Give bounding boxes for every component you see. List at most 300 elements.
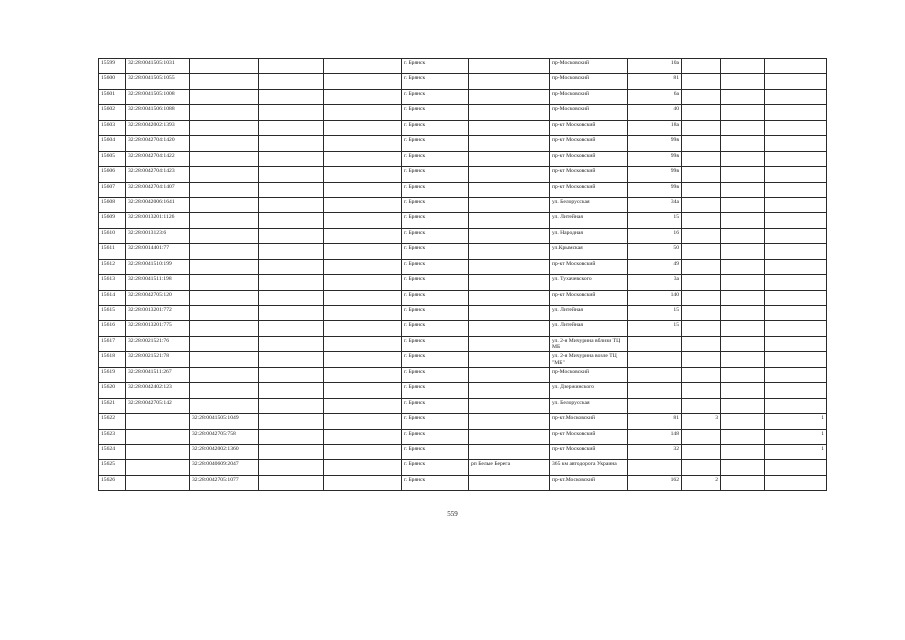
house-number: 162 (628, 475, 682, 490)
cadastral-number-2 (190, 367, 259, 382)
house-number: 6а (628, 89, 682, 104)
house-number: 99в (628, 167, 682, 182)
cadastral-number-2: 32:28:0041505:1049 (190, 414, 259, 429)
cadastral-number-2 (190, 105, 259, 120)
house-number: 81 (628, 414, 682, 429)
house-number: 81 (628, 74, 682, 89)
count-cell (682, 89, 721, 104)
count-cell: 2 (682, 475, 721, 490)
street-name: пр-Московский (550, 59, 628, 74)
row-number: 15607 (99, 182, 126, 197)
house-number: 140 (628, 290, 682, 305)
cadastral-number-2 (190, 167, 259, 182)
row-number: 15616 (99, 321, 126, 336)
empty-cell (721, 352, 765, 367)
empty-cell (259, 259, 324, 274)
registry-table (98, 58, 827, 491)
district-name (469, 120, 550, 135)
table-row (99, 151, 827, 166)
district-name (469, 275, 550, 290)
row-number: 15625 (99, 460, 126, 475)
cadastral-number-2: 32:28:0042002:1360 (190, 444, 259, 459)
city-name: г. Брянск (402, 414, 469, 429)
flag-cell: 1 (765, 444, 827, 459)
flag-cell (765, 74, 827, 89)
empty-cell (721, 414, 765, 429)
city-name: г. Брянск (402, 275, 469, 290)
street-name: пр-Московский (550, 105, 628, 120)
district-name: рп Белые Берега (469, 460, 550, 475)
empty-cell (259, 444, 324, 459)
table-row (99, 336, 827, 351)
cadastral-number-2 (190, 336, 259, 351)
city-name: г. Брянск (402, 105, 469, 120)
city-name: г. Брянск (402, 59, 469, 74)
house-number: 15 (628, 306, 682, 321)
district-name (469, 336, 550, 351)
table-row (99, 59, 827, 74)
empty-cell (721, 367, 765, 382)
empty-cell (721, 167, 765, 182)
count-cell (682, 367, 721, 382)
district-name (469, 136, 550, 151)
cadastral-number-1: 32:28:0014401:77 (126, 244, 190, 259)
count-cell (682, 59, 721, 74)
district-name (469, 444, 550, 459)
empty-cell (324, 228, 402, 243)
count-cell (682, 136, 721, 151)
empty-cell (259, 89, 324, 104)
row-number: 15621 (99, 398, 126, 413)
empty-cell (259, 74, 324, 89)
empty-cell (721, 321, 765, 336)
count-cell (682, 151, 721, 166)
street-name: пр-Московский (550, 74, 628, 89)
cadastral-number-2 (190, 383, 259, 398)
city-name: г. Брянск (402, 429, 469, 444)
empty-cell (721, 383, 765, 398)
district-name (469, 151, 550, 166)
district-name (469, 213, 550, 228)
street-name: пр-кт Московский (550, 120, 628, 135)
flag-cell (765, 197, 827, 212)
flag-cell (765, 321, 827, 336)
cadastral-number-2 (190, 120, 259, 135)
empty-cell (259, 151, 324, 166)
registry-rows (99, 59, 827, 491)
flag-cell (765, 244, 827, 259)
row-number: 15620 (99, 383, 126, 398)
cadastral-number-1: 32:28:0042704:1420 (126, 136, 190, 151)
cadastral-number-2: 32:28:0040609:2047 (190, 460, 259, 475)
cadastral-number-1: 32:28:0041510:199 (126, 259, 190, 274)
street-name: ул.Крымская (550, 244, 628, 259)
row-number: 15623 (99, 429, 126, 444)
empty-cell (324, 352, 402, 367)
cadastral-number-2 (190, 89, 259, 104)
district-name (469, 321, 550, 336)
cadastral-number-1: 32:28:0042705:120 (126, 290, 190, 305)
district-name (469, 59, 550, 74)
count-cell (682, 182, 721, 197)
city-name: г. Брянск (402, 244, 469, 259)
street-name: пр-Московский (550, 367, 628, 382)
street-name: ул. Дзержинского (550, 383, 628, 398)
district-name (469, 74, 550, 89)
table-row (99, 475, 827, 490)
empty-cell (259, 228, 324, 243)
empty-cell (259, 352, 324, 367)
empty-cell (324, 213, 402, 228)
cadastral-number-1: 32:28:0042704:1407 (126, 182, 190, 197)
cadastral-number-1: 32:28:0042705:142 (126, 398, 190, 413)
cadastral-number-2 (190, 136, 259, 151)
count-cell (682, 306, 721, 321)
street-name: пр-кт Московский (550, 151, 628, 166)
flag-cell: 1 (765, 414, 827, 429)
district-name (469, 197, 550, 212)
table-row (99, 414, 827, 429)
city-name: г. Брянск (402, 151, 469, 166)
empty-cell (721, 120, 765, 135)
street-name: ул. Народная (550, 228, 628, 243)
row-number: 15604 (99, 136, 126, 151)
row-number: 15612 (99, 259, 126, 274)
table-row (99, 383, 827, 398)
empty-cell (721, 59, 765, 74)
empty-cell (259, 197, 324, 212)
empty-cell (721, 290, 765, 305)
empty-cell (324, 429, 402, 444)
count-cell (682, 460, 721, 475)
house-number (628, 352, 682, 367)
district-name (469, 429, 550, 444)
district-name (469, 398, 550, 413)
empty-cell (721, 136, 765, 151)
district-name (469, 182, 550, 197)
house-number: 99в (628, 136, 682, 151)
cadastral-number-1: 32:28:0042002:1393 (126, 120, 190, 135)
street-name: пр-кт Московский (550, 136, 628, 151)
city-name: г. Брянск (402, 306, 469, 321)
cadastral-number-1 (126, 429, 190, 444)
street-name: ул. Белорусская (550, 197, 628, 212)
empty-cell (324, 182, 402, 197)
cadastral-number-1: 32:28:0042704:1423 (126, 167, 190, 182)
table-row (99, 290, 827, 305)
street-name: ул. 2-я Мичурина вблизи ТЦ МБ (550, 336, 628, 351)
row-number: 15615 (99, 306, 126, 321)
empty-cell (324, 136, 402, 151)
row-number: 15605 (99, 151, 126, 166)
flag-cell (765, 398, 827, 413)
flag-cell (765, 228, 827, 243)
row-number: 15614 (99, 290, 126, 305)
empty-cell (324, 244, 402, 259)
flag-cell (765, 120, 827, 135)
cadastral-number-1: 32:28:0042006:1641 (126, 197, 190, 212)
empty-cell (259, 136, 324, 151)
row-number: 15603 (99, 120, 126, 135)
street-name: ул. Литейная (550, 213, 628, 228)
cadastral-number-1: 32:28:0021521:78 (126, 352, 190, 367)
district-name (469, 167, 550, 182)
street-name: пр-кт.Московский (550, 414, 628, 429)
empty-cell (721, 213, 765, 228)
cadastral-number-1: 32:28:0041505:1008 (126, 89, 190, 104)
cadastral-number-2: 32:28:0042705:1077 (190, 475, 259, 490)
empty-cell (259, 213, 324, 228)
flag-cell (765, 182, 827, 197)
street-name: пр-кт Московский (550, 259, 628, 274)
district-name (469, 259, 550, 274)
flag-cell (765, 59, 827, 74)
empty-cell (259, 460, 324, 475)
street-name: пр-Московский (550, 89, 628, 104)
city-name: г. Брянск (402, 383, 469, 398)
flag-cell (765, 383, 827, 398)
district-name (469, 105, 550, 120)
empty-cell (721, 151, 765, 166)
empty-cell (259, 475, 324, 490)
flag-cell (765, 306, 827, 321)
district-name (469, 414, 550, 429)
flag-cell (765, 136, 827, 151)
table-row (99, 275, 827, 290)
house-number: 49 (628, 259, 682, 274)
row-number: 15624 (99, 444, 126, 459)
house-number: 16 (628, 228, 682, 243)
empty-cell (324, 460, 402, 475)
count-cell (682, 290, 721, 305)
empty-cell (259, 306, 324, 321)
empty-cell (721, 228, 765, 243)
house-number: 10а (628, 59, 682, 74)
count-cell (682, 429, 721, 444)
table-row (99, 367, 827, 382)
empty-cell (324, 74, 402, 89)
city-name: г. Брянск (402, 352, 469, 367)
empty-cell (324, 367, 402, 382)
flag-cell (765, 105, 827, 120)
count-cell (682, 244, 721, 259)
district-name (469, 89, 550, 104)
empty-cell (259, 367, 324, 382)
street-name: пр-кт Московский (550, 167, 628, 182)
city-name: г. Брянск (402, 460, 469, 475)
table-row (99, 306, 827, 321)
street-name: ул. Тухачевского (550, 275, 628, 290)
cadastral-number-2 (190, 244, 259, 259)
table-row (99, 244, 827, 259)
table-row (99, 228, 827, 243)
street-name: пр-кт.Московский (550, 475, 628, 490)
count-cell (682, 120, 721, 135)
empty-cell (721, 398, 765, 413)
city-name: г. Брянск (402, 336, 469, 351)
cadastral-number-1: 32:28:0042704:1422 (126, 151, 190, 166)
flag-cell (765, 336, 827, 351)
city-name: г. Брянск (402, 228, 469, 243)
empty-cell (324, 306, 402, 321)
count-cell (682, 228, 721, 243)
row-number: 15611 (99, 244, 126, 259)
count-cell (682, 213, 721, 228)
empty-cell (324, 151, 402, 166)
street-name: пр-кт Московский (550, 429, 628, 444)
flag-cell (765, 213, 827, 228)
empty-cell (324, 197, 402, 212)
flag-cell (765, 290, 827, 305)
cadastral-number-2 (190, 228, 259, 243)
empty-cell (721, 74, 765, 89)
cadastral-number-1 (126, 414, 190, 429)
count-cell (682, 275, 721, 290)
row-number: 15626 (99, 475, 126, 490)
empty-cell (324, 259, 402, 274)
empty-cell (721, 89, 765, 104)
empty-cell (324, 383, 402, 398)
house-number (628, 383, 682, 398)
table-row (99, 213, 827, 228)
city-name: г. Брянск (402, 259, 469, 274)
cadastral-number-1: 32:28:0013201:775 (126, 321, 190, 336)
district-name (469, 475, 550, 490)
row-number: 15599 (99, 59, 126, 74)
table-row (99, 460, 827, 475)
empty-cell (259, 398, 324, 413)
cadastral-number-1: 32:28:0041505:1031 (126, 59, 190, 74)
count-cell (682, 105, 721, 120)
row-number: 15600 (99, 74, 126, 89)
count-cell (682, 352, 721, 367)
district-name (469, 383, 550, 398)
cadastral-number-1: 32:28:0013123:6 (126, 228, 190, 243)
empty-cell (324, 321, 402, 336)
cadastral-number-2 (190, 321, 259, 336)
empty-cell (324, 336, 402, 351)
cadastral-number-1: 32:28:0013201:772 (126, 306, 190, 321)
cadastral-number-2 (190, 151, 259, 166)
flag-cell (765, 151, 827, 166)
empty-cell (259, 414, 324, 429)
cadastral-number-2 (190, 398, 259, 413)
flag-cell (765, 367, 827, 382)
cadastral-number-1 (126, 475, 190, 490)
city-name: г. Брянск (402, 367, 469, 382)
empty-cell (721, 336, 765, 351)
empty-cell (324, 167, 402, 182)
house-number: 148 (628, 429, 682, 444)
row-number: 15609 (99, 213, 126, 228)
flag-cell (765, 352, 827, 367)
city-name: г. Брянск (402, 120, 469, 135)
empty-cell (324, 444, 402, 459)
street-name: ул. 2-я Мичурина возле ТЦ "МБ" (550, 352, 628, 367)
house-number: 18а (628, 120, 682, 135)
page-number: 559 (447, 510, 458, 518)
empty-cell (259, 182, 324, 197)
house-number: 15 (628, 321, 682, 336)
row-number: 15622 (99, 414, 126, 429)
cadastral-number-1 (126, 460, 190, 475)
count-cell (682, 444, 721, 459)
house-number: 99в (628, 151, 682, 166)
flag-cell (765, 475, 827, 490)
count-cell (682, 259, 721, 274)
house-number: 40 (628, 105, 682, 120)
flag-cell (765, 460, 827, 475)
table-row (99, 167, 827, 182)
empty-cell (721, 244, 765, 259)
house-number (628, 398, 682, 413)
street-name: пр-кт Московский (550, 182, 628, 197)
city-name: г. Брянск (402, 213, 469, 228)
cadastral-number-2: 32:28:0042705:758 (190, 429, 259, 444)
district-name (469, 290, 550, 305)
city-name: г. Брянск (402, 167, 469, 182)
cadastral-number-1: 32:28:0041511:267 (126, 367, 190, 382)
house-number: 99в (628, 182, 682, 197)
table-row (99, 74, 827, 89)
empty-cell (259, 290, 324, 305)
empty-cell (324, 414, 402, 429)
table-row (99, 89, 827, 104)
house-number: 50 (628, 244, 682, 259)
empty-cell (259, 167, 324, 182)
table-row (99, 259, 827, 274)
empty-cell (721, 197, 765, 212)
count-cell (682, 336, 721, 351)
cadastral-number-2 (190, 197, 259, 212)
row-number: 15601 (99, 89, 126, 104)
street-name: пр-кт Московский (550, 290, 628, 305)
empty-cell (259, 105, 324, 120)
empty-cell (259, 429, 324, 444)
empty-cell (721, 460, 765, 475)
cadastral-number-1: 32:28:0041506:1088 (126, 105, 190, 120)
street-name: ул. Литейная (550, 306, 628, 321)
empty-cell (259, 383, 324, 398)
cadastral-number-2 (190, 213, 259, 228)
count-cell (682, 398, 721, 413)
row-number: 15610 (99, 228, 126, 243)
empty-cell (721, 475, 765, 490)
cadastral-number-1: 32:28:0041511:198 (126, 275, 190, 290)
cadastral-number-2 (190, 182, 259, 197)
cadastral-number-2 (190, 74, 259, 89)
street-name: ул. Литейная (550, 321, 628, 336)
cadastral-number-2 (190, 275, 259, 290)
cadastral-number-2 (190, 352, 259, 367)
city-name: г. Брянск (402, 74, 469, 89)
empty-cell (259, 120, 324, 135)
city-name: г. Брянск (402, 136, 469, 151)
row-number: 15608 (99, 197, 126, 212)
empty-cell (721, 444, 765, 459)
empty-cell (324, 475, 402, 490)
flag-cell (765, 167, 827, 182)
empty-cell (721, 105, 765, 120)
empty-cell (324, 275, 402, 290)
table-row (99, 352, 827, 367)
empty-cell (259, 59, 324, 74)
empty-cell (324, 105, 402, 120)
cadastral-number-2 (190, 290, 259, 305)
empty-cell (324, 290, 402, 305)
count-cell (682, 167, 721, 182)
table-row (99, 429, 827, 444)
